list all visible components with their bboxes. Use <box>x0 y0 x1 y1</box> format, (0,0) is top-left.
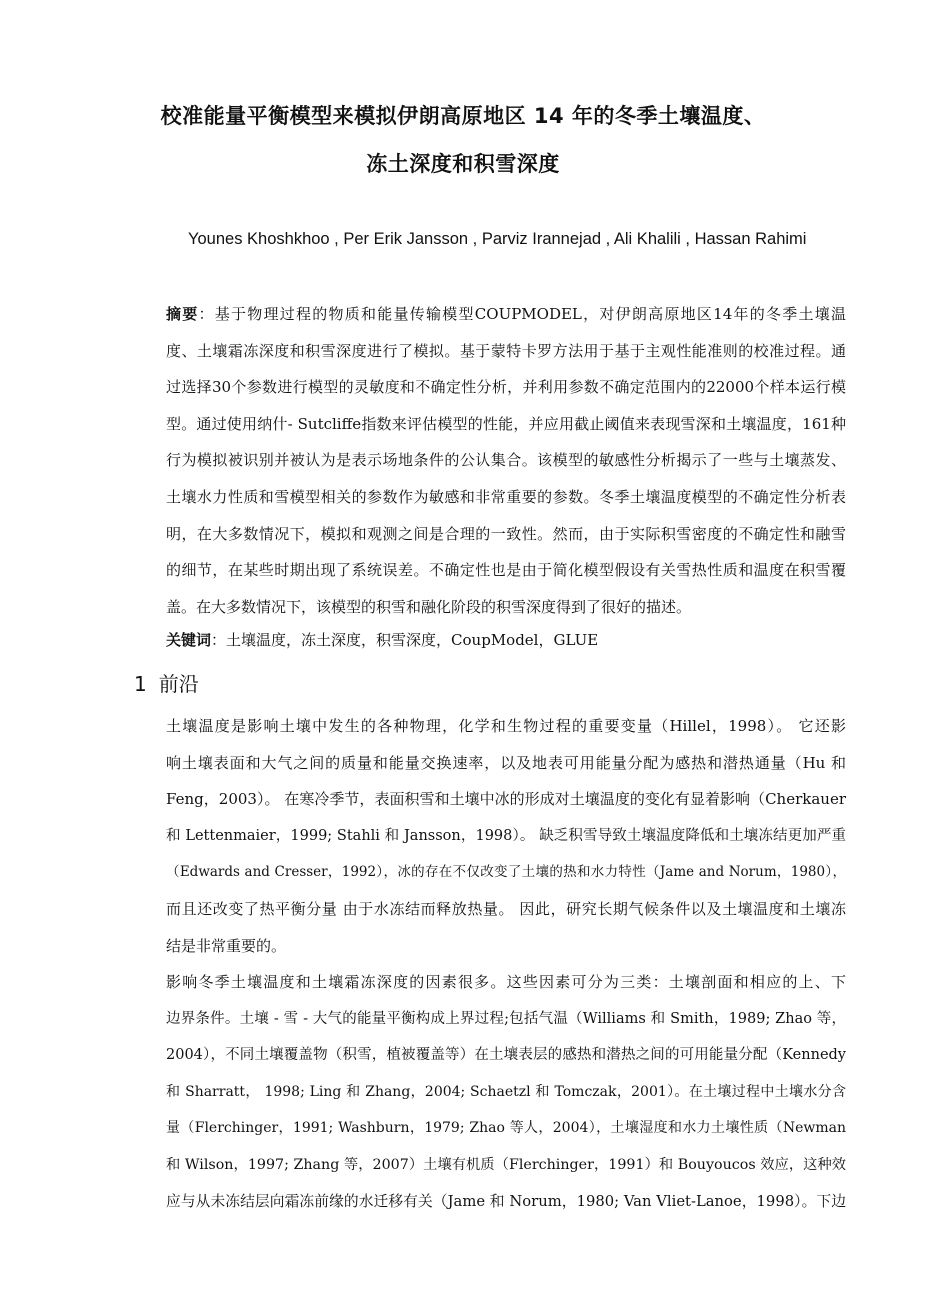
abstract-line-7: 明，在大多数情况下，模拟和观测之间是合理的一致性。然而，由于实际积雪密度的不确定性和融雪 <box>166 524 846 543</box>
keywords-label-sep: ： <box>211 631 227 649</box>
abstract-line-4: 型。通过使用纳什- Sutcliffe指数来评估模型的性能，并应用截止阈值来表现雪深和土壤温度，161种 <box>166 414 846 433</box>
abstract-line-5: 行为模拟被识别并被认为是表示场地条件的公认集合。该模型的敏感性分析揭示了一些与土壤蒸发、 <box>166 451 846 470</box>
intro-paragraph-2 <box>134 964 846 1220</box>
paper-title-line-2: 冻土深度和积雪深度 <box>366 152 560 176</box>
keywords-line <box>134 622 846 659</box>
keywords-text: 土壤温度，冻土深度，积雪深度，CoupModel，GLUE <box>226 631 599 649</box>
p1-line-2: 响土壤表面和大气之间的质量和能量交换速率，以及地表可用能量分配为感热和潜热通量（Hu 和 <box>166 753 846 772</box>
intro-paragraph-1 <box>134 708 846 964</box>
p1-line-4: 和 Lettenmaier，1999; Stahli 和 Jansson，1998）。 缺乏积雪导致土壤温度降低和土壤冻结更加严重 <box>166 827 846 844</box>
p2-line-1: 影响冬季土壤温度和土壤霜冻深度的因素很多。这些因素可分为三类：土壤剖面和相应的上、下 <box>166 973 846 991</box>
p2-line-7: 应与从未冻结层向霜冻前缘的水迁移有关（Jame 和 Norum，1980; Van Vliet-Lanoe，1998）。下边 <box>166 1192 846 1210</box>
p1-line-5: （Edwards and Cresser，1992），冰的存在不仅改变了土壤的热和水力特性（Jame and Norum，1980）， <box>166 864 846 881</box>
p1-line-1: 土壤温度是影响土壤中发生的各种物理，化学和生物过程的重要变量（Hillel，1998）。 它还影 <box>166 717 846 735</box>
abstract-line-1 <box>134 296 846 333</box>
abstract-line-6: 土壤水力性质和雪模型相关的参数作为敏感和非常重要的参数。冬季土壤温度模型的不确定性分析表 <box>166 487 846 506</box>
abstract-line-9: 盖。在大多数情况下，该模型的积雪和融化阶段的积雪深度得到了很好的描述。 <box>166 597 692 616</box>
section-number: 1 <box>134 672 147 696</box>
abstract-line-2: 度、土壤霜冻深度和积雪深度进行了模拟。基于蒙特卡罗方法用于基于主观性能准则的校准过程。通 <box>166 341 846 360</box>
keywords-paragraph <box>134 622 846 659</box>
p1-line-7: 结是非常重要的。 <box>166 936 287 955</box>
abstract-line-8: 的细节，在某些时期出现了系统误差。不确定性也是由于简化模型假设有关雪热性质和温度在积雪覆 <box>166 561 846 580</box>
abstract-paragraph <box>134 296 846 625</box>
section-heading <box>134 668 199 697</box>
abstract-label: 摘要 <box>166 305 199 323</box>
p2-line-3: 2004），不同土壤覆盖物（积雪，植被覆盖等）在土壤表层的感热和潜热之间的可用能量分配（Kennedy <box>166 1047 846 1064</box>
p2-line-5: 量（Flerchinger，1991; Washburn，1979; Zhao 等人，2004），土壤湿度和水力土壤性质（Newman <box>166 1120 846 1137</box>
abstract-line-3: 过选择30个参数进行模型的灵敏度和不确定性分析，并利用参数不确定范围内的22000个样本运行模 <box>166 378 846 397</box>
paper-title-line-1: 校准能量平衡模型来模拟伊朗高原地区 14 年的冬季土壤温度、 <box>160 104 766 128</box>
p2-line-4: 和 Sharratt， 1998; Ling 和 Zhang，2004; Schaetzl 和 Tomczak，2001）。在土壤过程中土壤水分含 <box>166 1083 846 1100</box>
abstract-text-1: 基于物理过程的物质和能量传输模型COUPMODEL，对伊朗高原地区14年的冬季土壤温 <box>214 305 846 323</box>
p1-line-3: Feng，2003）。 在寒冷季节，表面积雪和土壤中冰的形成对土壤温度的变化有显着影响（Cherkauer <box>166 790 846 809</box>
author-list: Younes Khoshkhoo , Per Erik Jansson , Parviz Irannejad , Ali Khalili , Hassan Rahimi <box>188 230 807 248</box>
p1-line-6: 而且还改变了热平衡分量 由于水冻结而释放热量。 因此，研究长期气候条件以及土壤温度和土壤冻 <box>166 899 846 918</box>
section-title: 前沿 <box>158 672 199 696</box>
p2-line-6: 和 Wilson，1997; Zhang 等，2007）土壤有机质（Flerchinger，1991）和 Bouyoucos 效应，这种效 <box>166 1156 846 1173</box>
p2-line-2: 边界条件。土壤 - 雪 - 大气的能量平衡构成上界过程;包括气温（Williams 和 Smith，1989; Zhao 等， <box>166 1010 846 1027</box>
keywords-label: 关键词 <box>166 631 212 649</box>
abstract-label-sep: ： <box>198 305 215 323</box>
